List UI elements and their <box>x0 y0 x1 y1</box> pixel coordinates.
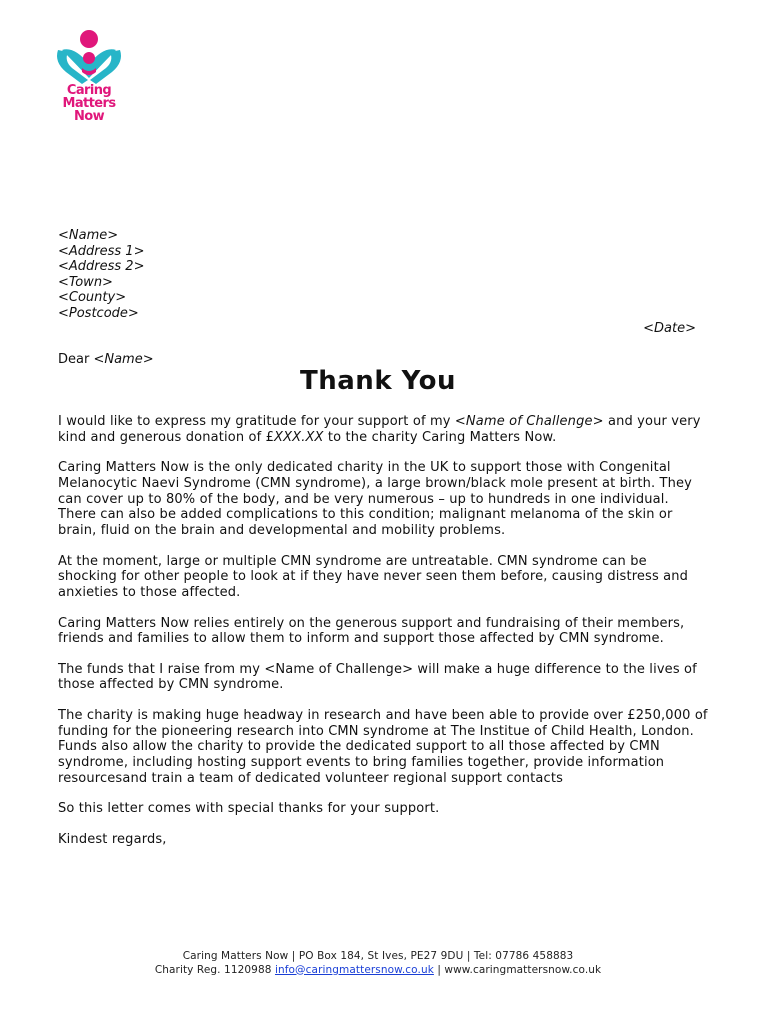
footer-contact-line: Caring Matters Now | PO Box 184, St Ives, PE27 9DU | Tel: 07786 458883 <box>182 950 574 962</box>
challenge-name: <Name of Challenge> <box>454 414 604 429</box>
paragraph-research: The charity is making huge headway in research and have been able to provide over £250,000 of funding for the pioneering research into CMN syndrome at The Institue of Child Health, London. Funds also allow the charity to provide the dedicated support to all those affected by CMN syndrome, including hosting support events to bring families together, provide information resourcesand train a team of dedicated volunteer regional support contacts <box>58 708 708 786</box>
paragraph-untreatable: At the moment, large or multiple CMN syndrome are untreatable. CMN syndrome can be shocking for other people to look at if they have never seen them before, causing distress and anxieties to those affected. <box>58 553 689 600</box>
logo-line-1: Caring <box>66 83 112 98</box>
letter-body <box>58 414 708 863</box>
gratitude-text-2: and your very kind and generous donation of £ <box>58 414 701 445</box>
letter-footer <box>0 950 756 977</box>
salutation-name: <Name> <box>93 352 154 367</box>
gratitude-text-1: I would like to express my gratitude for your support of my <box>58 414 455 429</box>
address-line-1: <Address 1> <box>58 243 145 259</box>
salutation-dear: Dear <box>58 352 94 367</box>
address-county: <County> <box>58 290 127 306</box>
logo-line-3: Now <box>73 109 105 124</box>
caring-matters-now-logo <box>52 28 126 128</box>
paragraph-support: Caring Matters Now relies entirely on the generous support and fundraising of their members, friends and families to allow them to inform and support those affected by CMN syndrome. <box>58 615 685 647</box>
address-postcode: <Postcode> <box>58 305 139 321</box>
address-line-2: <Address 2> <box>58 259 145 275</box>
paragraph-about-charity: Caring Matters Now is the only dedicated charity in the UK to support those with Congenital Melanocytic Naevi Syndrome (CMN syndrome), a large brown/black mole present at birth. They can cover up to 80% of the body, and be very numerous – up to hundreds in one individual. There can also be added complications to this condition; malignant melanoma of the skin or brain, fluid on the brain and developmental and mobility problems. <box>58 460 692 538</box>
logo-figures-icon <box>52 28 126 84</box>
donation-amount: XXX.XX <box>274 429 324 445</box>
salutation <box>58 352 154 367</box>
sign-off: Kindest regards, <box>58 832 167 848</box>
footer-registration-line <box>0 964 756 978</box>
logo-line-2: Matters <box>62 96 116 111</box>
letter-title: Thank You <box>300 366 456 396</box>
address-town: <Town> <box>58 274 113 290</box>
letter-date: <Date> <box>643 321 696 336</box>
paragraph-funds: The funds that I raise from my <Name of Challenge> will make a huge difference to the lives of those affected by CMN syndrome. <box>58 661 697 693</box>
email-link[interactable]: info@caringmattersnow.co.uk <box>274 963 434 976</box>
paragraph-gratitude <box>58 414 708 445</box>
paragraph-thanks: So this letter comes with special thanks for your support. <box>58 801 440 817</box>
gratitude-text-3: to the charity Caring Matters Now. <box>323 429 557 445</box>
charity-registration: Charity Reg. 1120988 <box>154 963 275 976</box>
address-name: <Name> <box>58 228 119 243</box>
website-text: | www.caringmattersnow.co.uk <box>433 963 602 976</box>
logo-wordmark <box>52 84 126 123</box>
recipient-address <box>58 228 144 322</box>
